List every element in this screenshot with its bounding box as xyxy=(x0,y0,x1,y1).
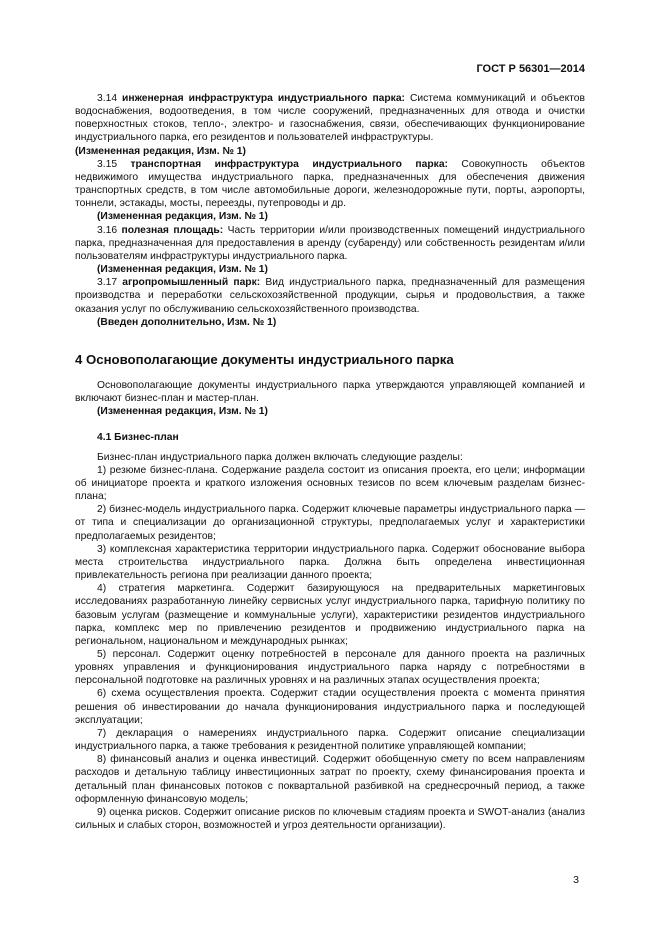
term: транспортная инфраструктура индустриального парка: xyxy=(130,158,448,170)
section4-body xyxy=(75,379,585,832)
list-item: 3) комплексная характеристика территории индустриального парка. Содержит обоснование выбора места строительства индустриального парка. Должна быть определена инвестиционная привлекательность региона при реализации данного проекта; xyxy=(75,543,585,582)
subsection-title: 4.1 Бизнес-план xyxy=(97,432,179,444)
list-item: 4) стратегия маркетинга. Содержит базирующуюся на предварительных маркетинговых исследованиях разработанную линейку сервисных услуг индустриального парка, тарифную политику по базовым услугам (размещение и коммунальные услуги), характеристики резидентов индустриального парка, комплекс мер по привлечению резидентов и продвижению индустриального парка на региональном, национальном и международных рынках; xyxy=(75,583,585,647)
list-item: 6) схема осуществления проекта. Содержит стадии осуществления проекта с момента принятия решения об инвестировании до начала функционирования индустриального парка и последующей эксплуатации; xyxy=(75,688,585,726)
amendment-note: (Измененная редакция, Изм. № 1) xyxy=(75,145,246,157)
page-number: 3 xyxy=(573,874,579,886)
amendment-note: (Измененная редакция, Изм. № 1) xyxy=(97,211,268,223)
amendment-note: (Введен дополнительно, Изм. № 1) xyxy=(97,316,277,328)
list-item: 1) резюме бизнес-плана. Содержание раздела состоит из описания проекта, его цели; информации об инициаторе проекта и краткого изложения основных тезисов по всем ключевым разделам бизнес-плана; xyxy=(75,464,585,503)
list-item: 2) бизнес-модель индустриального парка. Содержит ключевые параметры индустриального парка — от типа и специализации до организационной структуры, предполагаемых услуг и характеристики предполагаемых резидентов; xyxy=(75,504,585,542)
amendment-note: (Измененная редакция, Изм. № 1) xyxy=(97,264,268,276)
subsection-intro: Бизнес-план индустриального парка должен включать следующие разделы: xyxy=(97,451,463,463)
section-intro: Основополагающие документы индустриального парка утверждаются управляющей компанией и включают бизнес-план и мастер-план. xyxy=(75,380,585,405)
list-item: 8) финансовый анализ и оценка инвестиций. Содержит обобщенную смету по всем направлениям расходов и детальную таблицу инвестиционных затрат по проекту, схему финансирования проекта и детальный план финансовых потоков с поквартальной разбивкой на среднесрочный период, а также оформленную финансовую модель; xyxy=(75,754,585,805)
list-item: 5) персонал. Содержит оценку потребностей в персонале для данного проекта на различных уровнях управления и функционирования индустриального парка наряду с потребностями в персональной подготовке на различных уровнях и на различных этапах осуществления проекта; xyxy=(75,648,585,687)
term: агропромышленный парк: xyxy=(122,277,261,289)
amendment-note: (Измененная редакция, Изм. № 1) xyxy=(97,406,268,418)
list-item: 9) оценка рисков. Содержит описание рисков по ключевым стадиям проекта и SWOT-анализ (анализ сильных и слабых сторон, возможностей и угроз деятельности организации). xyxy=(75,806,585,831)
definition-3-16: 3.16 полезная площадь: Часть территории и/или производственных помещений индустриального парка, предназначенная для предоставления в аренду (субаренду) или собственность резидентам и/или пользователям инфраструктуры индустриального парка. xyxy=(75,224,585,262)
standard-number: ГОСТ Р 56301—2014 xyxy=(476,63,585,75)
term: полезная площадь: xyxy=(121,224,224,236)
definitions-block xyxy=(75,92,585,329)
section-title: 4 Основополагающие документы индустриального парка xyxy=(75,352,454,367)
definition-3-15: 3.15 транспортная инфраструктура индустриального парка: Совокупность объектов недвижимого имущества индустриального парка, предназначенных для обеспечения движения транспортных средств, в том числе автомобильные дороги, железнодорожные пути, порты, аэропорты, тоннели, эстакады, мосты, переезды, путепроводы и др. xyxy=(75,158,585,210)
term: инженерная инфраструктура индустриального парка: xyxy=(122,93,405,104)
definition-3-17: 3.17 агропромышленный парк: Вид индустриального парка, предназначенный для размещения производства и переработки сельскохозяйственной продукции, сырья и продовольствия, а также оказания услуг по обслуживанию сельскохозяйственного производства. xyxy=(75,277,586,315)
list-item: 7) декларация о намерениях индустриального парка. Содержит описание специализации индустриального парка, а также требования к резидентной политике управляющей компании; xyxy=(75,727,585,753)
definition-3-14: 3.14 инженерная инфраструктура индустриального парка: Система коммуникаций и объектов водоснабжения, водоотведения, в том числе сооружений, предназначенных для отвода и очистки поверхностных стоков, тепло-, электро- и газоснабжения, связи, обеспечивающих функционирование индустриального парка, его резидентов и пользователей инфраструктуры. xyxy=(75,93,585,144)
